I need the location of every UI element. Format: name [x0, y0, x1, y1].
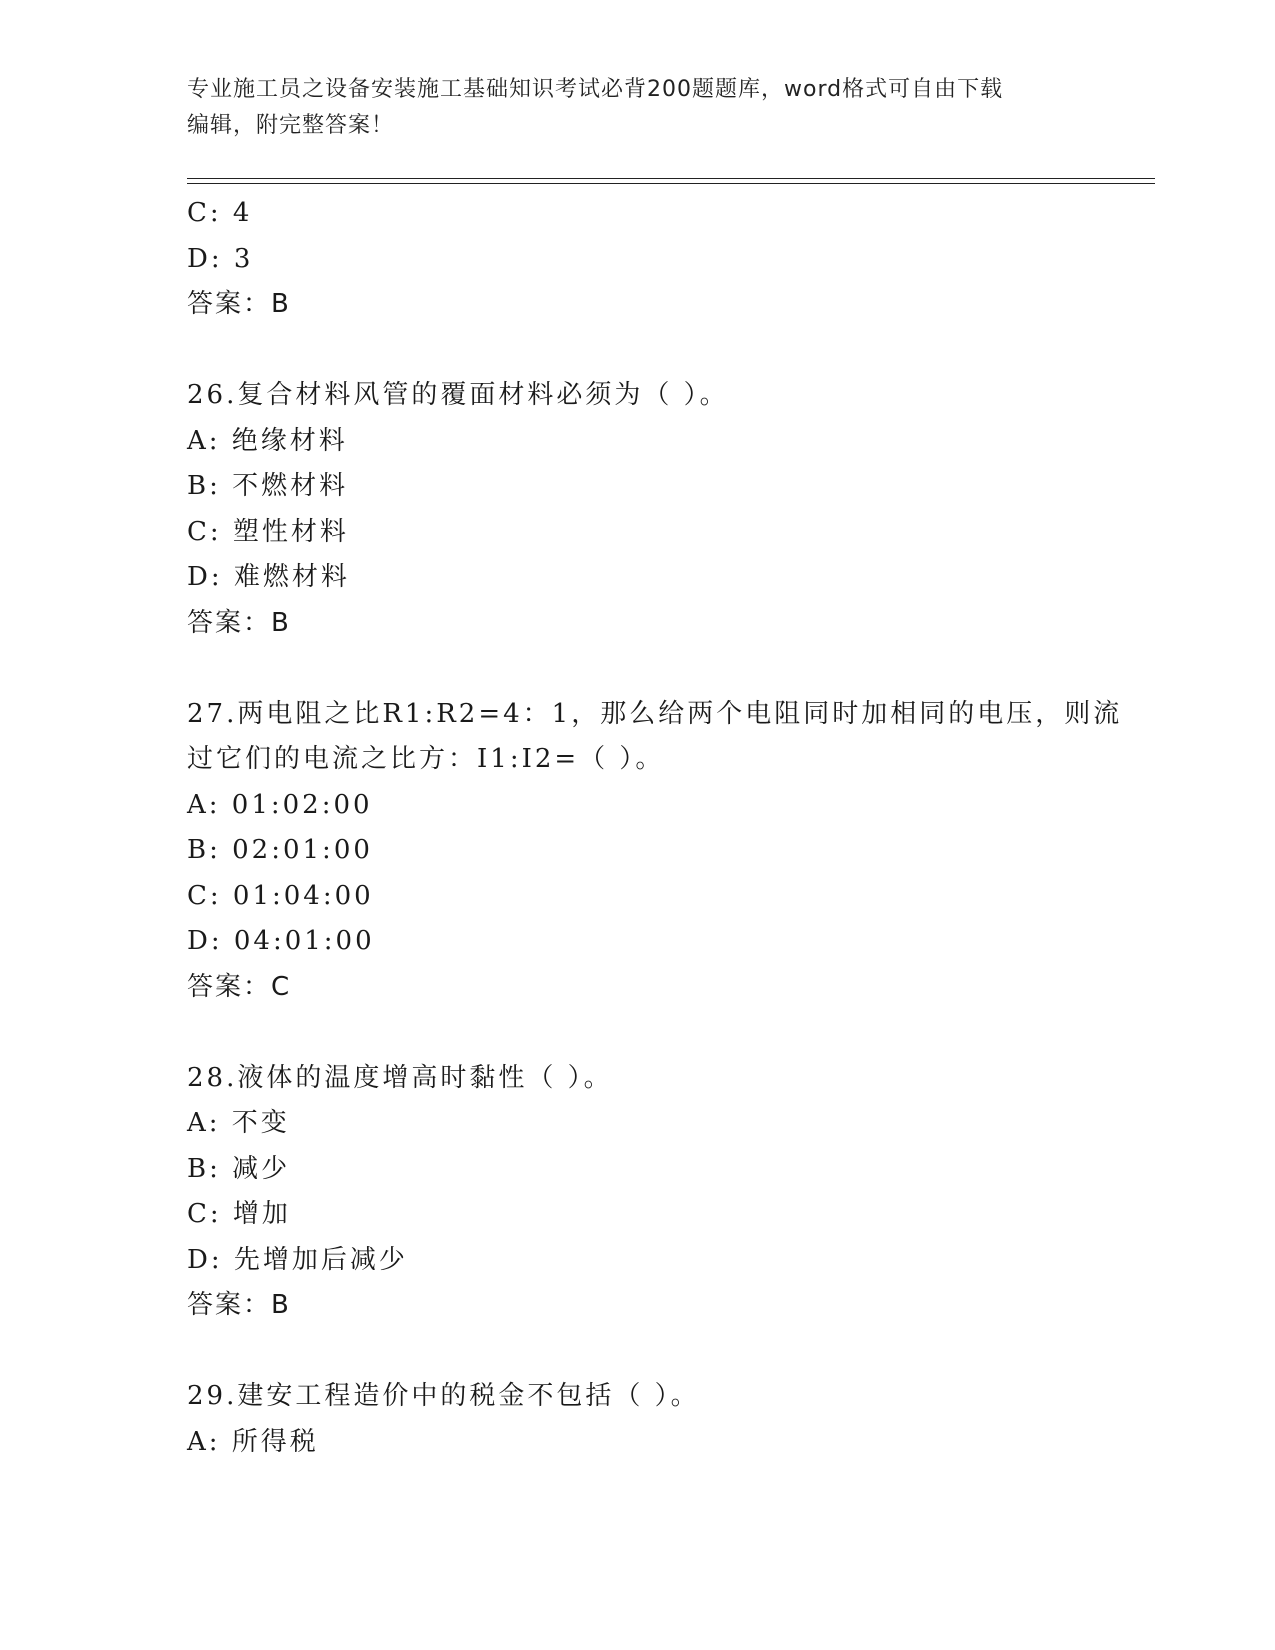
- option-a: A: 绝缘材料: [187, 425, 348, 456]
- question-stem: 29.建安工程造价中的税金不包括（ ）。: [187, 1381, 700, 1411]
- option-c: C: 塑性材料: [187, 516, 349, 547]
- answer-line: 答案：B: [187, 607, 291, 638]
- option-c: C: 01:04:00: [187, 880, 374, 911]
- option-c: C: 增加: [187, 1199, 291, 1229]
- previous-question-tail: [187, 191, 1087, 328]
- question-29: [187, 1374, 1087, 1465]
- option-c: C: 4: [187, 198, 253, 228]
- option-d: D: 3: [187, 243, 254, 274]
- option-d: D: 难燃材料: [187, 562, 350, 592]
- question-stem-line-1: 27.两电阻之比R1:R2=4：1，那么给两个电阻同时加相同的电压，则流: [187, 698, 1123, 729]
- question-26: [187, 373, 1087, 646]
- answer-line: 答案：B: [187, 1290, 291, 1320]
- option-b: B: 02:01:00: [187, 835, 373, 865]
- option-b: B: 减少: [187, 1153, 291, 1184]
- question-27: [187, 692, 1123, 1011]
- option-d: D: 04:01:00: [187, 926, 375, 956]
- question-list: [187, 191, 1123, 1465]
- option-d: D: 先增加后减少: [187, 1244, 408, 1275]
- option-a: A: 不变: [187, 1108, 290, 1138]
- answer-line: 答案：B: [187, 289, 291, 319]
- question-stem: 28.液体的温度增高时黏性（ ）。: [187, 1062, 613, 1093]
- option-a: A: 所得税: [187, 1426, 319, 1457]
- header-title-line-1: 专业施工员之设备安装施工基础知识考试必背200题题库，word格式可自由下载: [187, 77, 1004, 102]
- option-a: A: 01:02:00: [187, 789, 373, 820]
- option-b: B: 不燃材料: [187, 471, 349, 501]
- header-rule-top: [187, 178, 1155, 179]
- question-28: [187, 1056, 1087, 1329]
- document-header: [187, 72, 1067, 144]
- header-title-line-2: 编辑，附完整答案！: [187, 113, 395, 138]
- header-rule-bottom: [187, 183, 1155, 184]
- answer-line: 答案：C: [187, 971, 292, 1002]
- question-stem-line-2: 过它们的电流之比方：I1:I2=（ ）。: [187, 744, 665, 774]
- question-stem: 26.复合材料风管的覆面材料必须为（ ）。: [187, 380, 729, 410]
